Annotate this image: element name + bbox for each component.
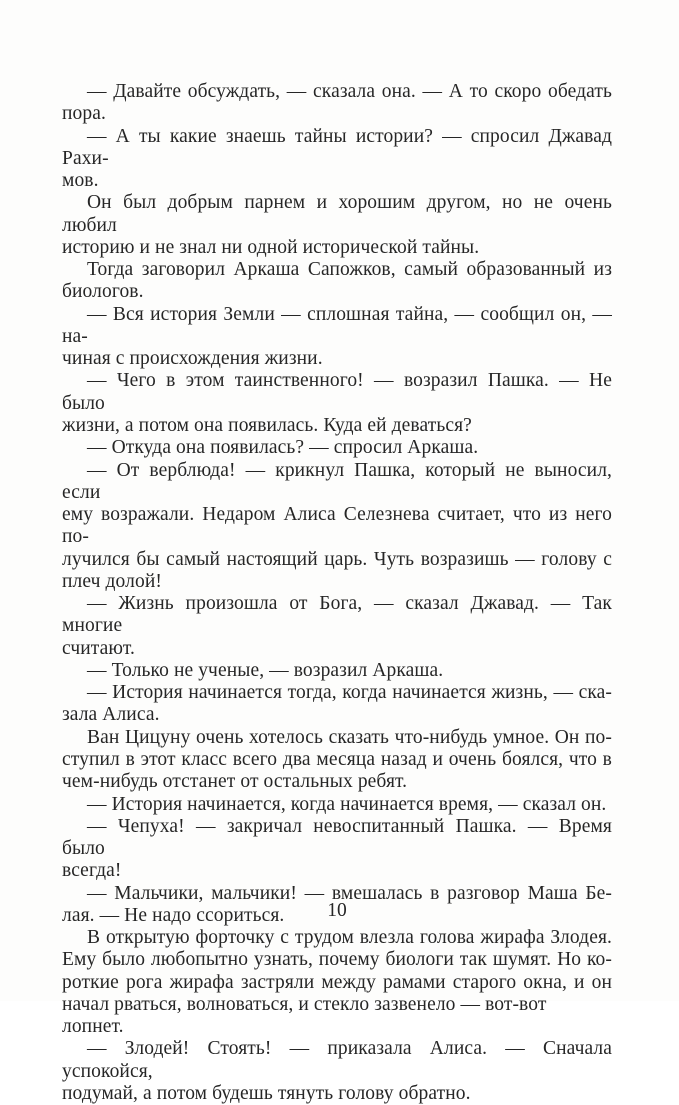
paragraph bbox=[62, 660, 612, 682]
paragraph bbox=[62, 593, 612, 660]
text-line: Ван Цицуну очень хотелось сказать что-нибудь умное. Он по- bbox=[87, 726, 612, 748]
text-line: — Жизнь произошла от Бога, — сказал Джавад. — Так многие bbox=[62, 593, 612, 637]
text-line: роткие рога жирафа застряли между рамами старого окна, и он bbox=[62, 971, 612, 993]
text-line: мов. bbox=[62, 170, 99, 192]
paragraph bbox=[62, 126, 612, 193]
text-line: — Мальчики, мальчики! — вмешалась в разговор Маша Бе- bbox=[87, 882, 612, 904]
text-line: чиная с происхождения жизни. bbox=[62, 348, 323, 370]
text-line: биологов. bbox=[62, 281, 144, 303]
text-line: — Чепуха! — закричал невоспитанный Пашка. — Время было bbox=[62, 815, 612, 860]
paragraph bbox=[62, 460, 612, 594]
text-line: — Чего в этом таинственного! — возразил Пашка. — Не было bbox=[62, 370, 612, 414]
text-line: Ему было любопытно узнать, почему биологи так шумят. Но ко- bbox=[62, 949, 612, 971]
paragraph bbox=[62, 794, 612, 816]
text-line: историю и не знал ни одной исторической тайны. bbox=[62, 236, 480, 258]
text-line: В открытую форточку с трудом влезла голова жирафа Злодея. bbox=[87, 927, 612, 949]
text-line: — История начинается, когда начинается время, — сказал он. bbox=[87, 793, 607, 815]
paragraph bbox=[62, 81, 612, 126]
paragraph bbox=[62, 1038, 612, 1105]
paragraph bbox=[62, 816, 612, 883]
text-line: — Давайте обсуждать, — сказала она. — А то скоро обедать bbox=[87, 81, 612, 102]
paragraph bbox=[62, 192, 612, 259]
text-line: — А ты какие знаешь тайны истории? — спросил Джавад Рахи- bbox=[62, 125, 612, 169]
text-line: начал рваться, волноваться, и стекло зазвенело — вот-вот лопнет. bbox=[62, 993, 547, 1038]
paragraph bbox=[62, 437, 612, 459]
text-line: ступил в этот класс всего два месяца назад и очень боялся, что в bbox=[62, 748, 612, 770]
text-line: — Только не ученые, — возразил Аркаша. bbox=[87, 659, 444, 681]
paragraph bbox=[62, 370, 612, 437]
paragraph bbox=[62, 304, 612, 371]
paragraph bbox=[62, 682, 612, 727]
text-line: зала Алиса. bbox=[62, 704, 160, 726]
text-line: Он был добрым парнем и хорошим другом, но не очень любил bbox=[62, 192, 612, 236]
text-block bbox=[62, 81, 612, 1105]
text-line: лая. — Не надо ссориться. bbox=[62, 904, 285, 926]
page-number: 10 bbox=[327, 900, 347, 921]
text-line: лучился бы самый настоящий царь. Чуть возразишь — голову с bbox=[62, 548, 612, 570]
text-line: — Злодей! Стоять! — приказала Алиса. — Сначала успокойся, bbox=[62, 1038, 612, 1082]
text-line: — Вся история Земли — сплошная тайна, — сообщил он, — на- bbox=[62, 303, 612, 347]
text-line: пора. bbox=[62, 103, 106, 125]
text-line: жизни, а потом она появилась. Куда ей деваться? bbox=[62, 414, 472, 436]
paragraph bbox=[62, 727, 612, 794]
text-line: — От верблюда! — крикнул Пашка, который не выносил, если bbox=[62, 459, 612, 503]
text-line: ему возражали. Недаром Алиса Селезнева считает, что из него по- bbox=[62, 504, 612, 548]
text-line: подумай, а потом будешь тянуть голову обратно. bbox=[62, 1082, 471, 1104]
text-line: Тогда заговорил Аркаша Сапожков, самый образованный из bbox=[87, 259, 612, 281]
text-line: всегда! bbox=[62, 860, 122, 882]
text-line: — История начинается тогда, когда начинается жизнь, — ска- bbox=[87, 682, 612, 704]
paragraph bbox=[62, 927, 612, 1038]
text-line: считают. bbox=[62, 637, 135, 659]
text-line: — Откуда она появилась? — спросил Аркаша. bbox=[87, 437, 479, 459]
paragraph bbox=[62, 259, 612, 304]
text-line: чем-нибудь отстанет от остальных ребят. bbox=[62, 771, 408, 793]
text-line: плеч долой! bbox=[62, 570, 162, 592]
